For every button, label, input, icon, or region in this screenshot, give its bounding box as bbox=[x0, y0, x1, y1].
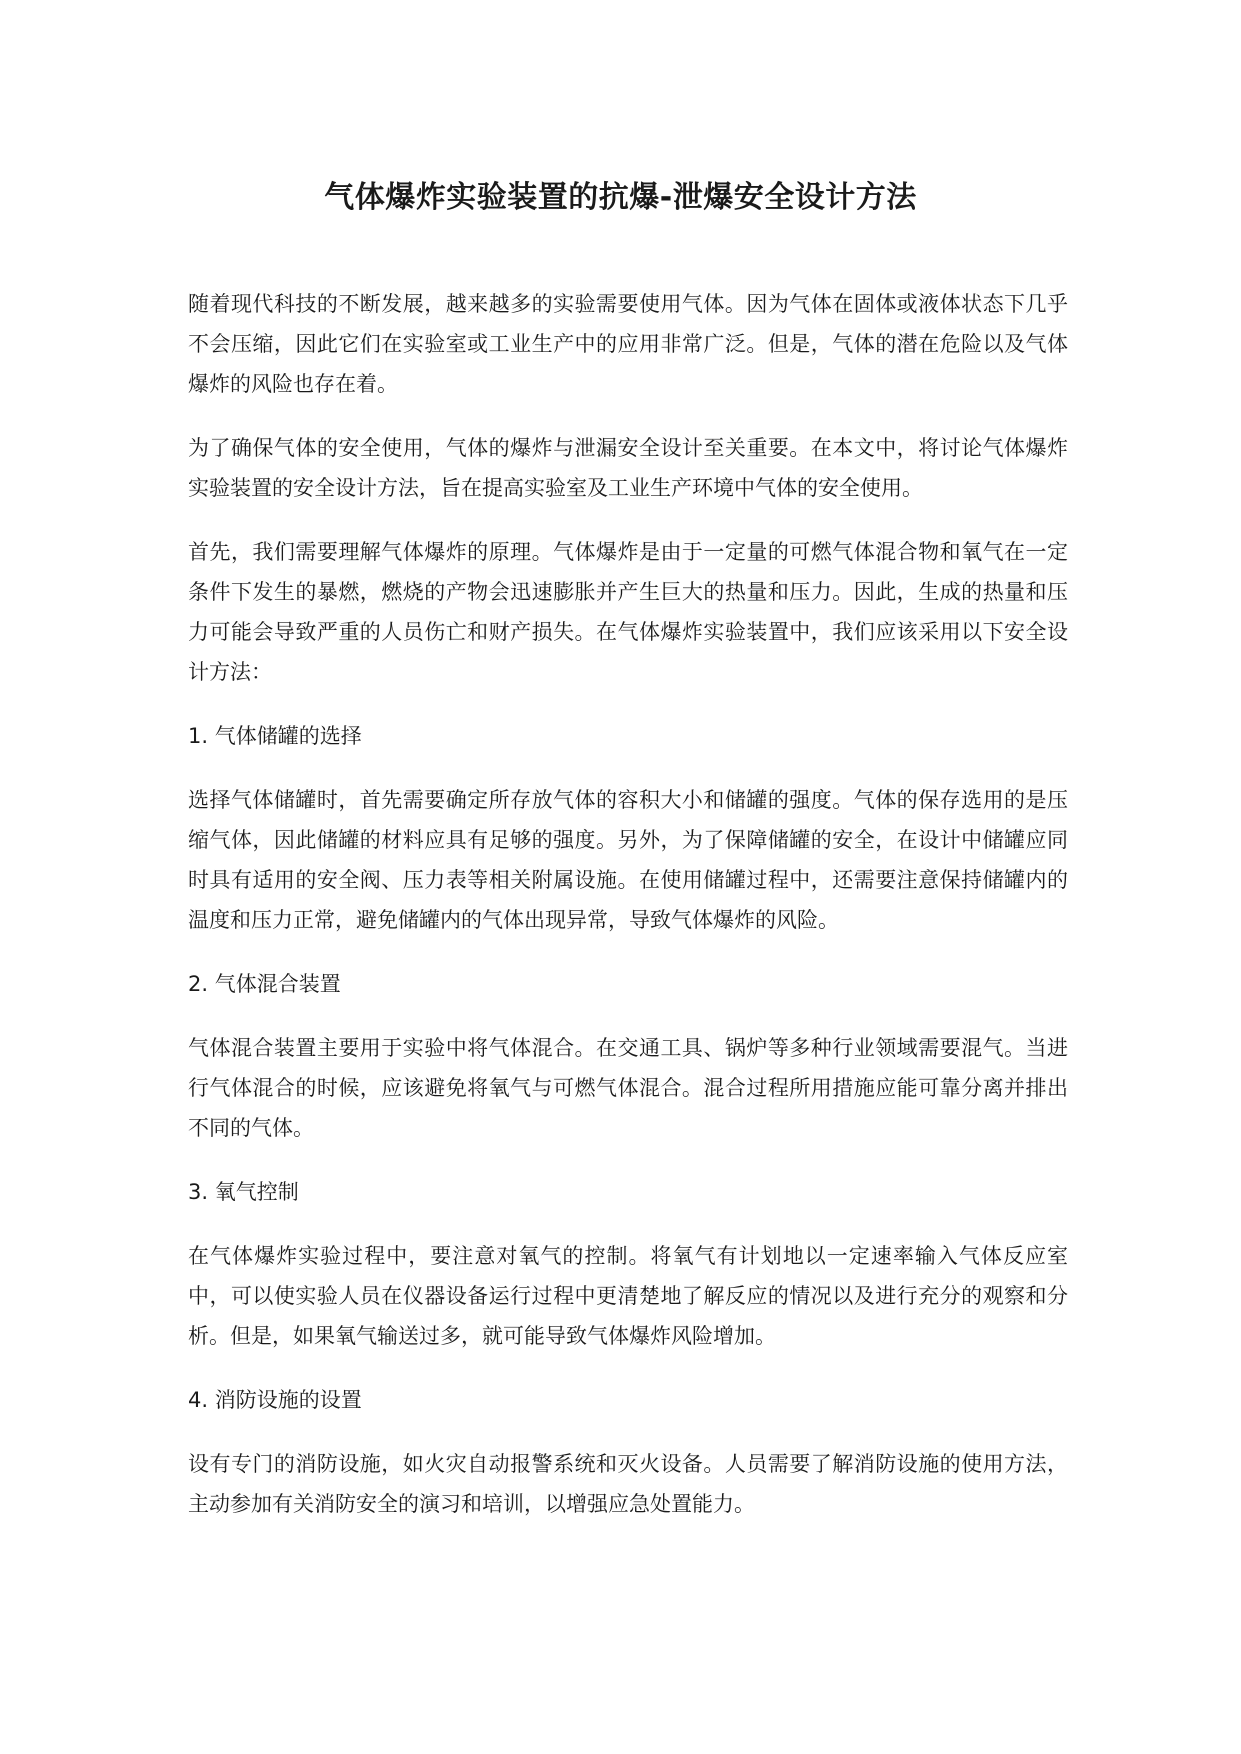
section-heading-oxygen: 3. 氧气控制 bbox=[188, 1180, 299, 1204]
paragraph-mixing: 气体混合装置主要用于实验中将气体混合。在交通工具、锅炉等多种行业领域需要混气。当进行气体混合的时候，应该避免将氧气与可燃气体混合。混合过程所用措施应能可靠分离并排出不同的气体。 bbox=[188, 1036, 1068, 1140]
section-heading-storage: 1. 气体储罐的选择 bbox=[188, 724, 362, 748]
section-heading-mixing: 2. 气体混合装置 bbox=[188, 972, 341, 996]
paragraph-intro: 随着现代科技的不断发展，越来越多的实验需要使用气体。因为气体在固体或液体状态下几乎不会压缩，因此它们在实验室或工业生产中的应用非常广泛。但是，气体的潜在危险以及气体爆炸的风险也存在着。 bbox=[188, 292, 1068, 396]
paragraph-purpose: 为了确保气体的安全使用，气体的爆炸与泄漏安全设计至关重要。在本文中，将讨论气体爆炸实验装置的安全设计方法，旨在提高实验室及工业生产环境中气体的安全使用。 bbox=[188, 436, 1068, 500]
paragraph-oxygen: 在气体爆炸实验过程中，要注意对氧气的控制。将氧气有计划地以一定速率输入气体反应室中，可以使实验人员在仪器设备运行过程中更清楚地了解反应的情况以及进行充分的观察和分析。但是，如果氧气输送过多，就可能导致气体爆炸风险增加。 bbox=[188, 1244, 1068, 1348]
section-heading-fire: 4. 消防设施的设置 bbox=[188, 1388, 362, 1412]
document-body bbox=[188, 284, 1068, 1548]
paragraph-storage: 选择气体储罐时，首先需要确定所存放气体的容积大小和储罐的强度。气体的保存选用的是压缩气体，因此储罐的材料应具有足够的强度。另外，为了保障储罐的安全，在设计中储罐应同时具有适用的安全阀、压力表等相关附属设施。在使用储罐过程中，还需要注意保持储罐内的温度和压力正常，避免储罐内的气体出现异常，导致气体爆炸的风险。 bbox=[188, 788, 1068, 932]
paragraph-principle: 首先，我们需要理解气体爆炸的原理。气体爆炸是由于一定量的可燃气体混合物和氧气在一定条件下发生的暴燃，燃烧的产物会迅速膨胀并产生巨大的热量和压力。因此，生成的热量和压力可能会导致严重的人员伤亡和财产损失。在气体爆炸实验装置中，我们应该采用以下安全设计方法： bbox=[188, 540, 1068, 684]
document-title: 气体爆炸实验装置的抗爆-泄爆安全设计方法 bbox=[324, 180, 917, 215]
paragraph-fire: 设有专门的消防设施，如火灾自动报警系统和灭火设备。人员需要了解消防设施的使用方法，主动参加有关消防安全的演习和培训，以增强应急处置能力。 bbox=[188, 1452, 1068, 1516]
